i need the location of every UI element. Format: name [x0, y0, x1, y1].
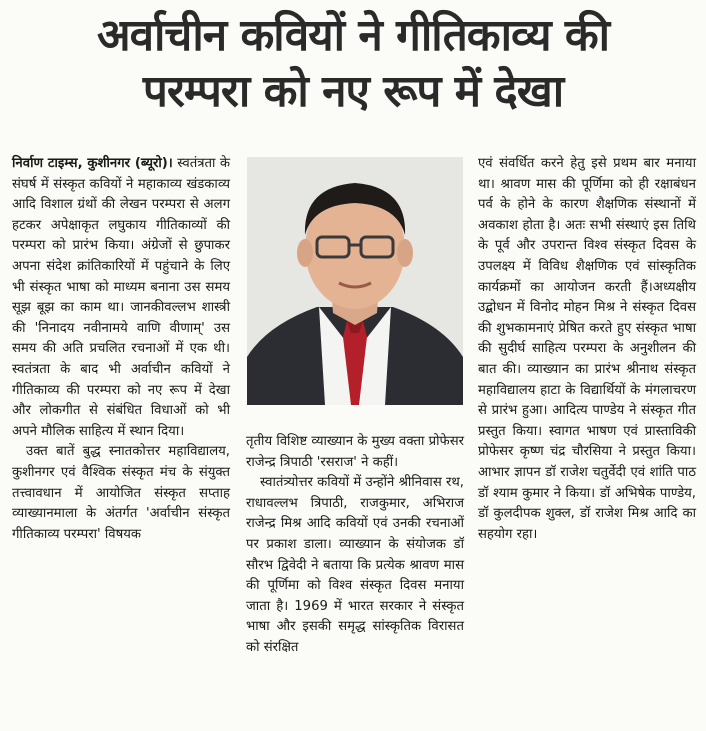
article-column-3 [478, 154, 696, 545]
photo-caption-continuation: तृतीय विशिष्ट व्याख्यान के मुख्य वक्ता प्रोफेसर राजेन्द्र त्रिपाठी 'रसराज' ने कहीं। [246, 434, 464, 470]
speaker-portrait-illustration [247, 157, 463, 405]
headline-line-2: परम्परा को नए रूप में देखा [142, 66, 564, 117]
paragraph-1: स्वतंत्रता के संघर्ष में संस्कृत कवियों ने महाकाव्य खंडकाव्य आदि विशाल ग्रंथों की लेखन परम्परा से अलग हटकर अपेक्षाकृत लघुकाय गीतिकाव्यों की परम्परा को प्रारंभ किया। अंग्रेजों से छुपाकर अपना संदेश क्रांतिकारियों में पहुंचाने के लिए भी संस्कृत भाषा को माध्यम बनाना उस समय सूझ बूझ का काम था। जानकीवल्लभ शास्त्री की 'निनादय नवीनामये वाणि वीणाम्' उस समय की अति प्रचलित रचनाओं में एक थी। स्वतंत्रता के बाद भी अर्वाचीन कवियों ने गीतिकाव्य की परम्परा को नए रूप में देखा और लोकगीत से संबंधित विधाओं को भी अपने मौलिक साहित्य में स्थान दिया। [12, 156, 230, 439]
paragraph-2-start: उक्त बातें बुद्ध स्नातकोत्तर महाविद्यालय, कुशीनगर एवं वैश्विक संस्कृत मंच के संयुक्त तत्त्वावधान में आयोजित संस्कृत सप्ताह व्याख्यानमाला के अंतर्गत 'अर्वाचीन संस्कृत गीतिकाव्य परम्परा' विषयक [12, 444, 230, 542]
paragraph-3: स्वातंत्र्योत्तर कवियों में उन्होंने श्रीनिवास रथ, राधावल्लभ त्रिपाठी, राजकुमार, अभिराज राजेन्द्र मिश्र आदि कवियों एवं उनकी रचनाओं पर प्रकाश डाला। व्याख्यान के संयोजक डॉ सौरभ द्विवेदी ने बताया कि प्रत्येक श्रावण मास की पूर्णिमा को विश्व संस्कृत दिवस मनाया जाता है। 1969 में भारत सरकार ने संस्कृत भाषा और इसकी समृद्ध सांस्कृतिक विरासत को संरक्षित [246, 475, 464, 655]
headline [0, 8, 706, 120]
article-column-1 [12, 154, 230, 545]
headline-line-1: अर्वाचीन कवियों ने गीतिकाव्य की [96, 10, 610, 61]
paragraph-4: एवं संवर्धित करने हेतु इसे प्रथम बार मनाया था। श्रावण मास की पूर्णिमा को ही रक्षाबंधन पर्व के होने के कारण शैक्षणिक संस्थानों में अवकाश होता है। अतः सभी संस्थाएं इस तिथि के पूर्व और उपरान्त विश्व संस्कृत दिवस के उपलक्ष्य में विविध शैक्षणिक एवं सांस्कृतिक कार्यक्रमों का आयोजन करती हैं।अध्यक्षीय उद्बोधन में विनोद मोहन मिश्र ने संस्कृत दिवस की शुभकामनाएं प्रेषित करते हुए संस्कृत भाषा की सुदीर्घ साहित्य परम्परा के अनुशीलन की बात की। व्याख्यान का प्रारंभ श्रीनाथ संस्कृत महाविद्यालय हाटा के विद्यार्थियों के मंगलाचरण से प्रारंभ हुआ। आदित्य पाण्डेय ने संस्कृत गीत प्रस्तुत किया। स्वागत भाषण एवं प्रास्ताविकी प्रोफेसर कृष्ण चंद्र चौरसिया ने प्रस्तुत किया। आभार ज्ञापन डॉ राजेश चतुर्वेदी एवं शांति पाठ डॉ श्याम कुमार ने किया। डॉ अभिषेक पाण्डेय, डॉ कुलदीपक शुक्ल, डॉ राजेश मिश्र आदि का सहयोग रहा। [478, 156, 696, 542]
dateline: निर्वाण टाइम्स, कुशीनगर (ब्यूरो)। [12, 156, 173, 171]
article-column-2 [246, 432, 464, 659]
speaker-photo [247, 157, 463, 405]
